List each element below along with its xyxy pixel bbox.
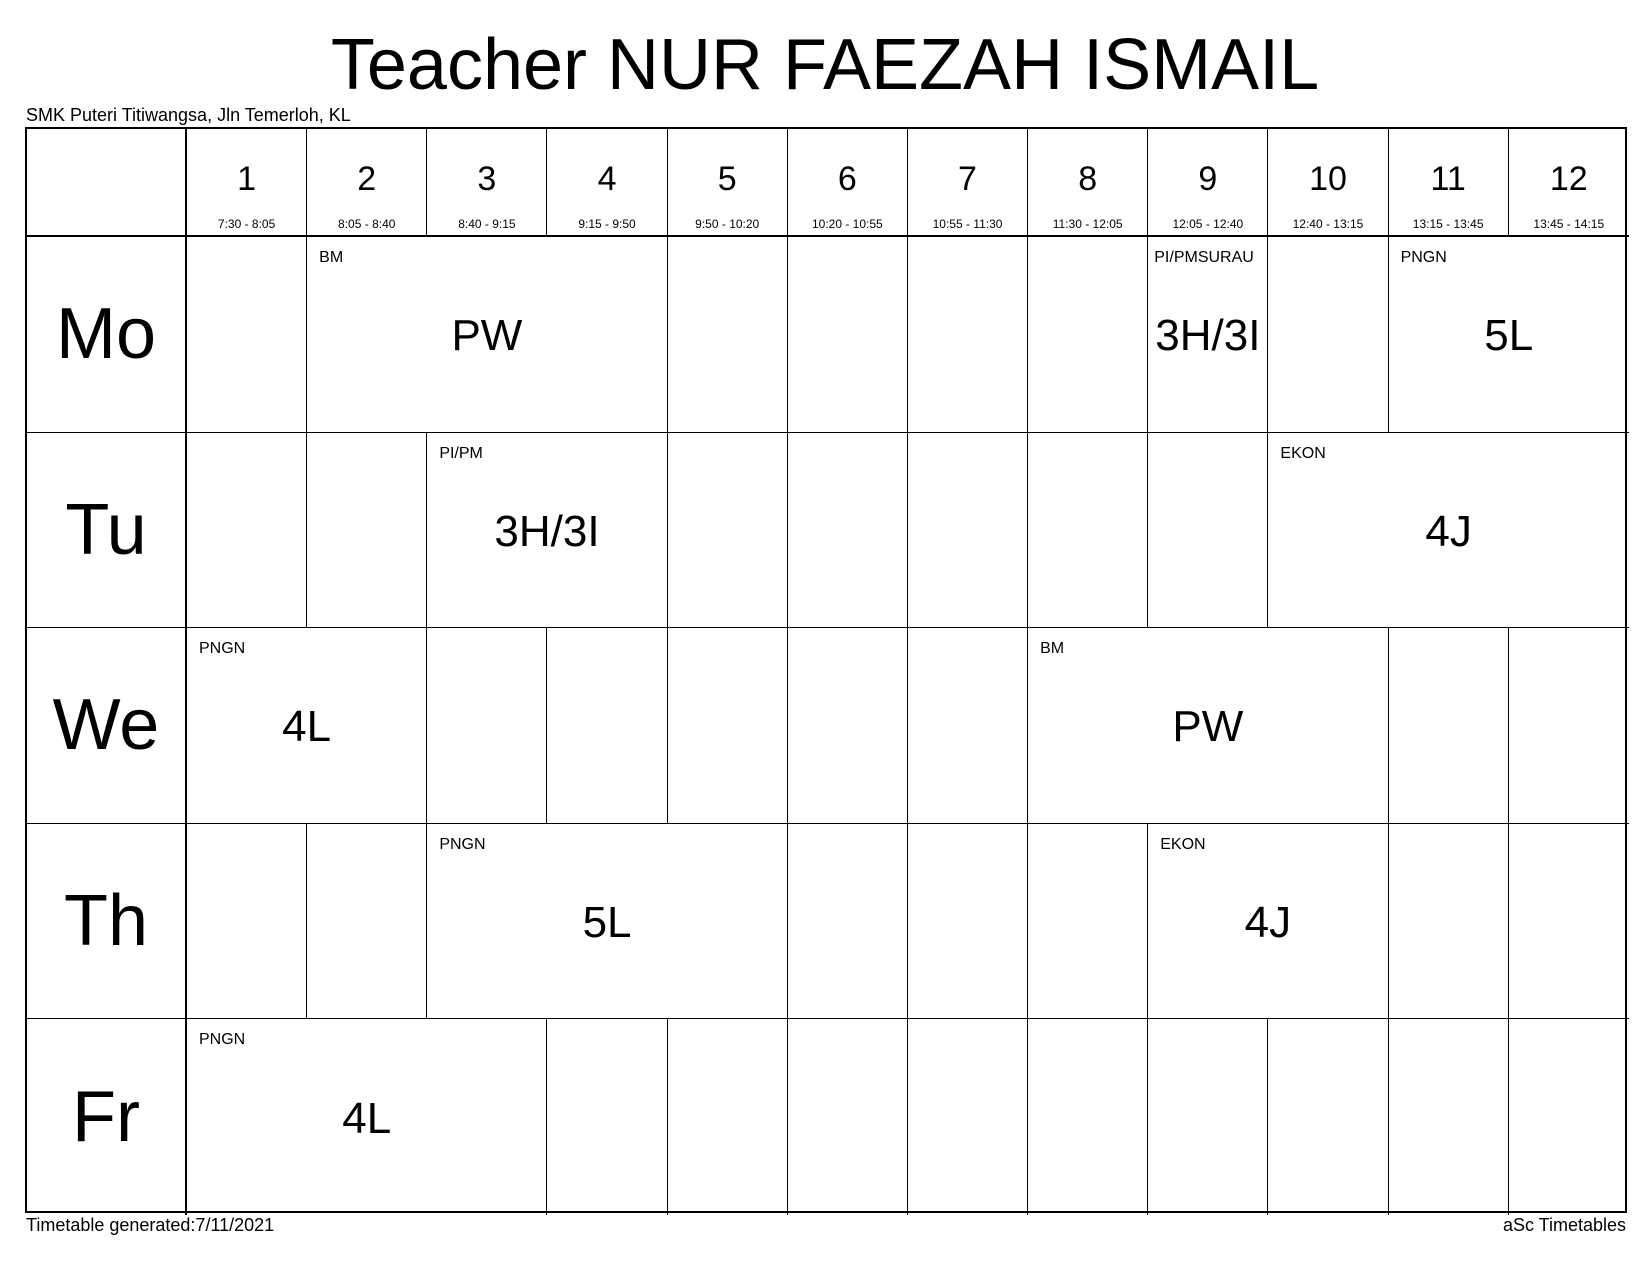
- empty-slot[interactable]: [1509, 1019, 1629, 1215]
- period-header: [427, 129, 547, 237]
- period-header: [187, 129, 307, 237]
- period-number: 5: [717, 160, 737, 198]
- period-header: [1509, 129, 1629, 237]
- period-time: 11:30 - 12:05: [1052, 217, 1123, 231]
- empty-slot[interactable]: [187, 433, 307, 629]
- period-number: 10: [1309, 160, 1347, 198]
- period-number: 4: [597, 160, 617, 198]
- empty-slot[interactable]: [788, 1019, 908, 1215]
- lesson-class: PW: [1172, 702, 1244, 752]
- period-header: [1148, 129, 1268, 237]
- brand-label: aSc Timetables: [1502, 1215, 1626, 1235]
- day-label: Th: [27, 824, 187, 1020]
- day-label: Fr: [27, 1019, 187, 1215]
- lesson-cell[interactable]: [307, 237, 667, 433]
- period-time: 10:20 - 10:55: [811, 217, 883, 231]
- period-time: 13:45 - 14:15: [1533, 217, 1605, 231]
- empty-slot[interactable]: [668, 1019, 788, 1215]
- period-time: 8:05 - 8:40: [338, 217, 396, 231]
- period-number: 3: [477, 160, 497, 198]
- lesson-subject: PNGN: [199, 640, 246, 658]
- header-corner: [27, 129, 187, 237]
- period-time: 13:15 - 13:45: [1412, 217, 1484, 231]
- period-header: [908, 129, 1028, 237]
- period-header: [788, 129, 908, 237]
- lesson-class: 4L: [282, 702, 332, 752]
- day-label: Tu: [27, 433, 187, 629]
- empty-slot[interactable]: [908, 1019, 1028, 1215]
- empty-slot[interactable]: [908, 824, 1028, 1020]
- lesson-subject: EKON: [1160, 835, 1206, 853]
- lesson-cell[interactable]: [427, 824, 787, 1020]
- lesson-class: 4L: [342, 1094, 392, 1144]
- period-header: [307, 129, 427, 237]
- empty-slot[interactable]: [307, 433, 427, 629]
- lesson-cell[interactable]: [187, 628, 427, 824]
- empty-slot[interactable]: [547, 628, 667, 824]
- period-header: [547, 129, 667, 237]
- lesson-subject: EKON: [1280, 444, 1326, 462]
- empty-slot[interactable]: [187, 237, 307, 433]
- lesson-subject: BM: [1040, 640, 1065, 658]
- empty-slot[interactable]: [1389, 1019, 1509, 1215]
- lesson-class: 5L: [582, 898, 632, 948]
- lesson-cell[interactable]: [1028, 628, 1388, 824]
- empty-slot[interactable]: [1389, 824, 1509, 1020]
- lesson-subject: PNGN: [439, 835, 486, 853]
- empty-slot[interactable]: [788, 628, 908, 824]
- period-number: 12: [1549, 160, 1588, 198]
- lesson-cell[interactable]: [1148, 824, 1388, 1020]
- empty-slot[interactable]: [547, 1019, 667, 1215]
- period-number: 9: [1198, 160, 1218, 198]
- lesson-class: 4J: [1244, 898, 1292, 948]
- lesson-subject: PI/PM: [439, 444, 483, 462]
- empty-slot[interactable]: [788, 433, 908, 629]
- period-number: 11: [1430, 160, 1466, 198]
- empty-slot[interactable]: [307, 824, 427, 1020]
- period-time: 8:40 - 9:15: [458, 217, 516, 231]
- empty-slot[interactable]: [1028, 824, 1148, 1020]
- empty-slot[interactable]: [668, 628, 788, 824]
- period-time: 7:30 - 8:05: [217, 217, 276, 231]
- lesson-subject: PNGN: [1400, 249, 1447, 266]
- period-time: 9:50 - 10:20: [695, 217, 760, 231]
- period-header: [668, 129, 788, 237]
- lesson-subject: BM: [319, 249, 344, 266]
- period-time: 10:55 - 11:30: [932, 217, 1003, 231]
- lesson-class: 5L: [1484, 311, 1534, 361]
- day-label: We: [27, 628, 187, 824]
- lesson-class: 4J: [1425, 506, 1472, 556]
- empty-slot[interactable]: [668, 433, 788, 629]
- empty-slot[interactable]: [1389, 628, 1509, 824]
- period-time: 12:40 - 13:15: [1292, 217, 1364, 231]
- period-number: 1: [237, 160, 257, 198]
- empty-slot[interactable]: [908, 433, 1028, 629]
- empty-slot[interactable]: [1509, 824, 1629, 1020]
- period-number: 2: [357, 160, 377, 198]
- period-time: 12:05 - 12:40: [1172, 217, 1244, 231]
- lesson-cell[interactable]: [1389, 237, 1629, 433]
- lesson-cell[interactable]: [427, 433, 667, 629]
- lesson-subject: PI/PMSURAU: [1154, 249, 1254, 266]
- page-title: Teacher NUR FAEZAH ISMAIL: [330, 25, 1320, 105]
- empty-slot[interactable]: [1148, 1019, 1268, 1215]
- generated-date: Timetable generated:7/11/2021: [26, 1215, 275, 1235]
- school-name: SMK Puteri Titiwangsa, Jln Temerloh, KL: [26, 105, 351, 125]
- empty-slot[interactable]: [788, 824, 908, 1020]
- lesson-subject: PNGN: [199, 1031, 246, 1049]
- empty-slot[interactable]: [1028, 237, 1148, 433]
- empty-slot[interactable]: [187, 824, 307, 1020]
- lesson-cell[interactable]: [1268, 433, 1628, 629]
- empty-slot[interactable]: [668, 237, 788, 433]
- lesson-class: 3H/3I: [1155, 311, 1261, 361]
- day-label: Mo: [27, 237, 187, 433]
- empty-slot[interactable]: [908, 628, 1028, 824]
- period-time: 9:15 - 9:50: [578, 217, 636, 231]
- period-number: 6: [837, 160, 857, 198]
- period-header: [1268, 129, 1388, 237]
- lesson-class: 3H/3I: [494, 506, 600, 556]
- period-header: [1389, 129, 1509, 237]
- lesson-class: PW: [451, 311, 523, 361]
- empty-slot[interactable]: [1509, 628, 1629, 824]
- empty-slot[interactable]: [1268, 1019, 1388, 1215]
- lesson-cell[interactable]: [1148, 237, 1268, 433]
- empty-slot[interactable]: [1148, 433, 1268, 629]
- empty-slot[interactable]: [908, 237, 1028, 433]
- period-number: 8: [1078, 160, 1098, 198]
- lesson-cell[interactable]: [187, 1019, 547, 1215]
- empty-slot[interactable]: [1028, 1019, 1148, 1215]
- empty-slot[interactable]: [1028, 433, 1148, 629]
- period-header: [1028, 129, 1148, 237]
- empty-slot[interactable]: [427, 628, 547, 824]
- empty-slot[interactable]: [1268, 237, 1388, 433]
- timetable-grid: [25, 127, 1627, 1213]
- empty-slot[interactable]: [788, 237, 908, 433]
- period-number: 7: [958, 160, 977, 198]
